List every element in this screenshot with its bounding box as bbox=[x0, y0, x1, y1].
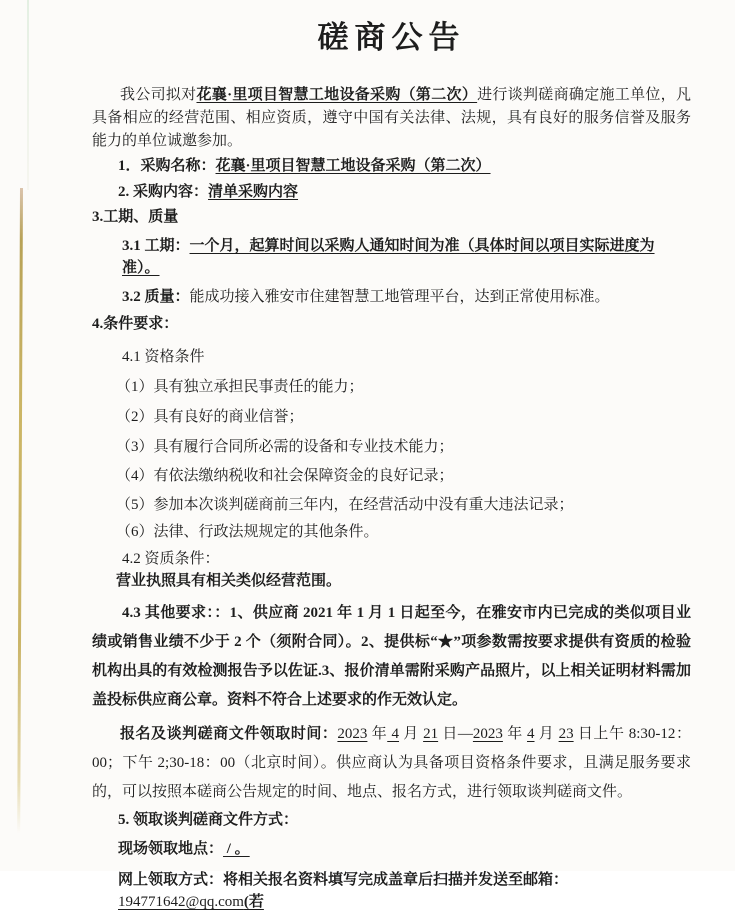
onsite-pickup-value: / 。 bbox=[223, 841, 250, 857]
qualification-item: （2）具有良好的商业信誉； bbox=[116, 409, 304, 425]
online-pickup-label: 网上领取方式： bbox=[118, 872, 224, 888]
purchase-content-value: 清单采购内容 bbox=[208, 184, 299, 200]
time-separator: 月 bbox=[534, 726, 559, 742]
online-pickup-tail: (若 bbox=[243, 894, 264, 910]
page-title: 磋商公告 bbox=[317, 20, 466, 55]
intro-project-name: 花襄·里项目智慧工地设备采购（第二次） bbox=[196, 87, 478, 103]
quality-item bbox=[92, 286, 691, 308]
qualification-item: （6）法律、行政法规规定的其他条件。 bbox=[116, 524, 379, 540]
duration-value: 一个月，起算时间以采购人通知时间为准（具体时间以项目实际进度为准）。 bbox=[122, 238, 655, 276]
time-month-1: 4 bbox=[387, 726, 400, 742]
page-edge-artifact bbox=[17, 188, 23, 833]
time-of-day-range: 日上午 8:30-12：00；下午 2;30-18：00（北京时间）。 bbox=[92, 726, 691, 771]
intro-rest: 进行谈判磋商确定施工单位，凡具备相应的经营范围、相应资质，遵守中国有关法律、法规，具有良好的服务信誉及服务能力的单位诚邀参加。 bbox=[92, 87, 691, 149]
page-edge-highlight bbox=[27, 0, 29, 190]
quality-value: 能成功接入雅安市住建智慧工地管理平台，达到正常使用标准。 bbox=[189, 289, 610, 305]
document-content bbox=[92, 0, 691, 913]
credential-heading: 4.2 资质条件： bbox=[122, 551, 220, 567]
other-requirements-value: ：1、供应商 2021 年 1 月 1 日起至今，在雅安市内已完成的类似项目业绩或销售业绩不少于 2 个（须附合同）。2、提供标“★”项参数需按要求提供有资质的检验机构出具的有效检测报告予以佐证.3、报价清单需附采购产品照片，以上相关证明材料需加盖投标供应商公章。资料不符合上述要求的作无效认定。 bbox=[92, 605, 691, 708]
duration-quality-heading: 3.工期、质量 bbox=[92, 209, 179, 225]
time-separator: 年 bbox=[367, 726, 388, 742]
qualification-item: （4）有依法缴纳税收和社会保障资金的良好记录； bbox=[116, 468, 454, 484]
purchase-content-label: 2. 采购内容： bbox=[118, 184, 209, 200]
onsite-pickup-line bbox=[92, 838, 691, 860]
quality-label: 3.2 质量： bbox=[122, 289, 190, 305]
registration-time-label: 报名及谈判磋商文件领取时间： bbox=[120, 726, 338, 742]
intro-lead: 我公司拟对 bbox=[120, 87, 197, 103]
time-day-1: 21 bbox=[423, 726, 439, 742]
registration-time-rest: 供应商认为具备项目资格条件要求，且满足服务要求的，可以按照本磋商公告规定的时间、地点、报名方式，进行领取谈判磋商文件。 bbox=[92, 755, 691, 800]
duration-item bbox=[92, 235, 691, 279]
credential-value: 营业执照具有相关类似经营范围。 bbox=[116, 573, 342, 589]
qualification-heading: 4.1 资格条件 bbox=[122, 349, 205, 365]
purchase-content-item bbox=[92, 181, 691, 203]
time-month-2: 4 bbox=[527, 726, 535, 742]
online-pickup-email: 194771642@qq.com bbox=[118, 894, 244, 910]
online-pickup-line bbox=[92, 869, 691, 913]
qualification-item: （5）参加本次谈判磋商前三年内，在经营活动中没有重大违法记录； bbox=[116, 497, 574, 513]
onsite-pickup-label: 现场领取地点： bbox=[118, 841, 224, 857]
purchase-name-value: 花襄·里项目智慧工地设备采购（第二次） bbox=[215, 158, 491, 174]
time-year-2: 2023 bbox=[472, 726, 503, 742]
purchase-name-item bbox=[92, 155, 691, 177]
time-year-1: 2023 bbox=[337, 726, 368, 742]
purchase-name-label: 1．采购名称： bbox=[118, 158, 216, 174]
registration-time-paragraph bbox=[92, 720, 691, 807]
intro-paragraph bbox=[92, 84, 691, 153]
duration-label: 3.1 工期： bbox=[122, 238, 190, 254]
time-separator: 年 bbox=[502, 726, 528, 742]
time-day-2: 23 bbox=[558, 726, 574, 742]
qualification-item: （1）具有独立承担民事责任的能力； bbox=[116, 379, 364, 395]
pickup-method-heading: 5. 领取谈判磋商文件方式： bbox=[118, 812, 299, 828]
online-pickup-instructions: 将相关报名资料填写完成盖章后扫描并发送至邮箱： bbox=[223, 872, 569, 888]
qualification-item: （3）具有履行合同所必需的设备和专业技术能力； bbox=[116, 439, 454, 455]
conditions-heading: 4.条件要求： bbox=[92, 316, 179, 332]
time-separator: 月 bbox=[399, 726, 424, 742]
time-separator: 日— bbox=[438, 726, 473, 742]
other-requirements-label: 4.3 其他要求： bbox=[122, 605, 215, 621]
other-requirements-paragraph bbox=[92, 599, 691, 715]
